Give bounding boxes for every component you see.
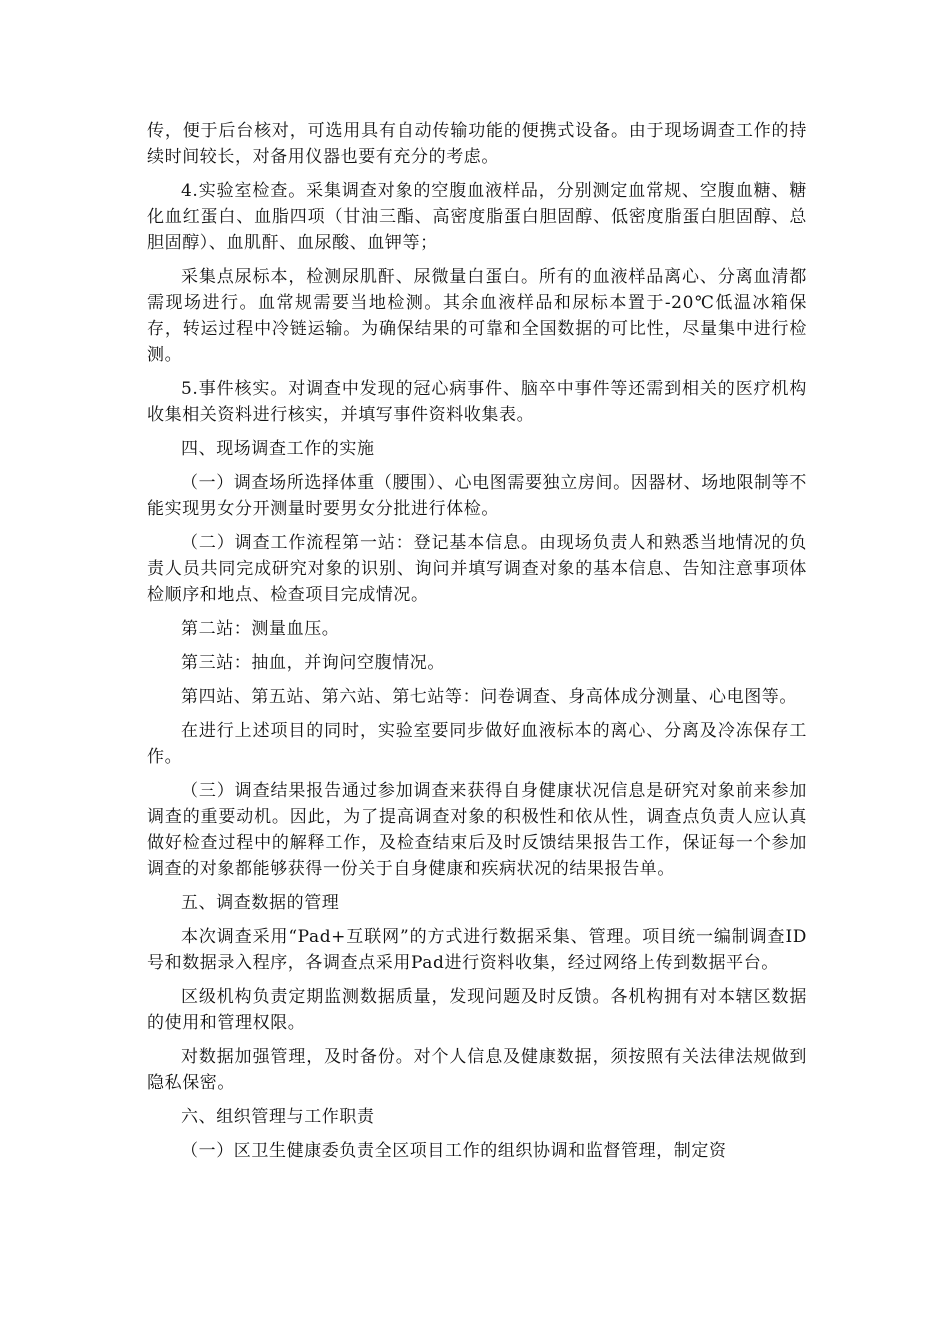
paragraph-lab-sync: 在进行上述项目的同时，实验室要同步做好血液标本的离心、分离及冷冻保存工作。	[147, 721, 807, 767]
section-heading-6: 六、组织管理与工作职责	[181, 1107, 375, 1127]
paragraph-station-4-7: 第四站、第五站、第六站、第七站等：问卷调查、身高体成分测量、心电图等。	[181, 687, 797, 707]
paragraph-district-health: （一）区卫生健康委负责全区项目工作的组织协调和监督管理，制定资	[181, 1141, 727, 1161]
paragraph-continuation: 传，便于后台核对，可选用具有自动传输功能的便携式设备。由于现场调查工作的持续时间较长，对备用仪器也要有充分的考虑。	[147, 121, 807, 167]
paragraph-result-report: （三）调查结果报告通过参加调查来获得自身健康状况信息是研究对象前来参加调查的重要动机。因此，为了提高调查对象的积极性和依从性，调查点负责人应认真做好检查过程中的解释工作，及检查结束后及时反馈结果报告工作，保证每一个参加调查的对象都能够获得一份关于自身健康和疾病状况的结果报告单。	[147, 781, 807, 879]
paragraph-urine-samples: 采集点尿标本，检测尿肌酐、尿微量白蛋白。所有的血液样品离心、分离血清都需现场进行。血常规需要当地检测。其余血液样品和尿标本置于-20℃低温冰箱保存，转运过程中冷链运输。为确保结果的可靠和全国数据的可比性，尽量集中进行检测。	[147, 267, 807, 365]
paragraph-lab-tests: 4.实验室检查。采集调查对象的空腹血液样品，分别测定血常规、空腹血糖、糖化血红蛋白、血脂四项（甘油三酯、高密度脂蛋白胆固醇、低密度脂蛋白胆固醇、总胆固醇）、血肌酐、血尿酸、血钾等；	[147, 181, 807, 253]
paragraph-station-3: 第三站：抽血，并询问空腹情况。	[181, 653, 445, 673]
paragraph-data-collection: 本次调查采用“Pad+互联网”的方式进行数据采集、管理。项目统一编制调查ID号和数据录入程序，各调查点采用Pad进行资料收集，经过网络上传到数据平台。	[147, 927, 807, 973]
paragraph-data-privacy: 对数据加强管理，及时备份。对个人信息及健康数据，须按照有关法律法规做到隐私保密。	[147, 1047, 807, 1093]
paragraph-workflow-station-1: （二）调查工作流程第一站：登记基本信息。由现场负责人和熟悉当地情况的负责人员共同完成研究对象的识别、询问并填写调查对象的基本信息、告知注意事项体检顺序和地点、检查项目完成情况。	[147, 533, 807, 605]
paragraph-station-2: 第二站：测量血压。	[181, 619, 340, 639]
paragraph-data-quality: 区级机构负责定期监测数据质量，发现问题及时反馈。各机构拥有对本辖区数据的使用和管理权限。	[147, 987, 807, 1033]
paragraph-event-verification: 5.事件核实。对调查中发现的冠心病事件、脑卒中事件等还需到相关的医疗机构收集相关资料进行核实，并填写事件资料收集表。	[147, 379, 807, 425]
paragraph-venue: （一）调查场所选择体重（腰围）、心电图需要独立房间。因器材、场地限制等不能实现男女分开测量时要男女分批进行体检。	[147, 473, 807, 519]
section-heading-5: 五、调查数据的管理	[181, 893, 340, 913]
document-body	[147, 118, 807, 1172]
section-heading-4: 四、现场调查工作的实施	[181, 439, 375, 459]
